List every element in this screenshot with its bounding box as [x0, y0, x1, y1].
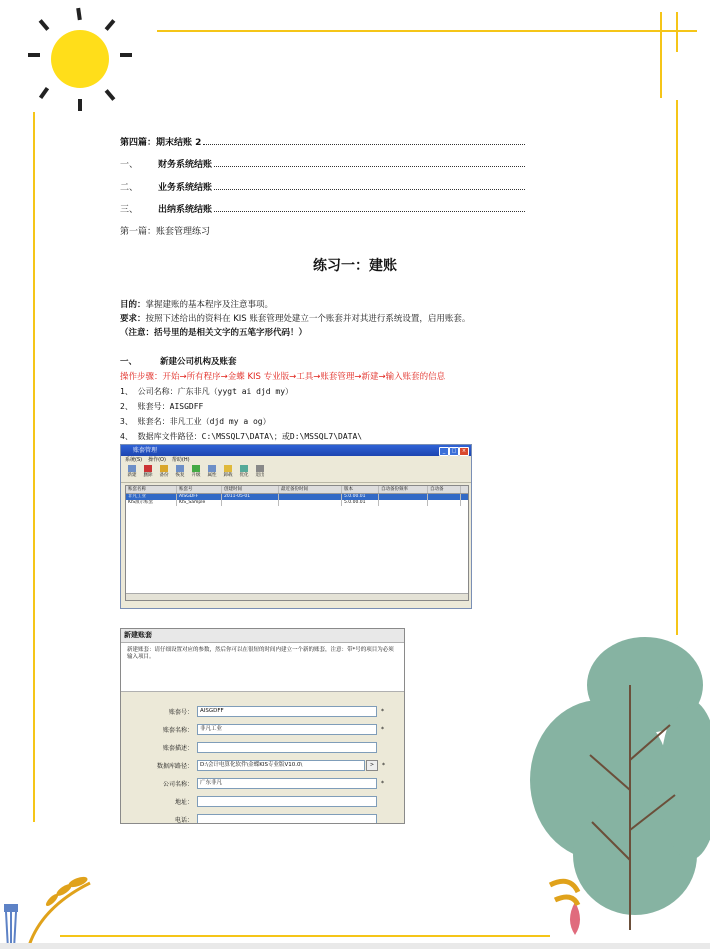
toc-leader [214, 166, 525, 167]
tool-exit-button[interactable] [253, 464, 267, 482]
exit-icon [256, 465, 264, 472]
window-menubar [121, 456, 471, 464]
tool-delete-button[interactable] [141, 464, 155, 482]
frame-line-top-right-v1 [660, 12, 662, 98]
objective-line [120, 298, 273, 310]
tool-upgrade-button[interactable] [189, 464, 203, 482]
requirement-label: 要求： [120, 314, 146, 324]
column-header[interactable]: 创建时间 [222, 486, 279, 493]
menu-operation[interactable]: 操作(O) [148, 457, 166, 463]
tool-restore-button[interactable] [173, 464, 187, 482]
field-phone [133, 813, 377, 824]
field-label: 电话： [174, 816, 193, 824]
required-star: * [382, 761, 385, 769]
tree-illustration [530, 630, 710, 949]
column-header[interactable]: 账套名称 [126, 486, 177, 493]
list-item: 2、 账套号：AISGDFF [120, 402, 204, 411]
menu-system[interactable]: 系统(S) [125, 457, 143, 463]
toc-leader [214, 211, 525, 212]
section-number: 一、 [120, 357, 138, 367]
company-name-input[interactable]: 广东非凡 [197, 778, 377, 789]
table-cell [428, 500, 461, 506]
toc-row-1[interactable] [120, 134, 525, 148]
field-account-number [133, 705, 384, 717]
table-cell: 2011-05-01 [222, 494, 279, 500]
delete-icon [144, 465, 152, 472]
table-cell: AISGDFF [177, 494, 222, 500]
section-title: 新建公司机构及账套 [160, 357, 237, 367]
field-company-name [133, 777, 384, 789]
tool-label: 卸载 [223, 473, 233, 478]
window-toolbar [121, 464, 471, 483]
objective-label: 目的： [120, 300, 146, 310]
new-account-dialog [120, 628, 405, 824]
toc-number: 一、 [120, 160, 139, 170]
field-account-name [133, 723, 384, 735]
wheat-illustration [0, 868, 100, 949]
tool-optimize-button[interactable] [237, 464, 251, 482]
table-cell: 5.0.00.01 [342, 500, 379, 506]
phone-input[interactable] [197, 814, 377, 825]
field-account-description [133, 741, 377, 753]
menu-help[interactable]: 帮助(H) [171, 457, 190, 463]
restore-icon [176, 465, 184, 472]
tool-label: 备份 [159, 473, 169, 478]
column-header[interactable]: 自动备 [428, 486, 461, 493]
list-item: 3、 账套名：非凡工业（djd my a og） [120, 417, 271, 426]
new-icon [128, 465, 136, 472]
field-label: 账套号： [168, 708, 193, 716]
account-list[interactable] [125, 485, 469, 601]
dialog-description: 新建账套：请仔细设置对应的参数，然后你可以在很短的时间内建立一个新的账套，注意：带*号的项目为必须输入项目。 [121, 643, 404, 692]
account-name-input[interactable]: 非凡工业 [197, 724, 377, 735]
table-cell: KIS_Sample [177, 500, 222, 506]
horizontal-scrollbar[interactable] [126, 593, 468, 600]
backup-icon [160, 465, 168, 472]
column-header[interactable]: 版本 [342, 486, 379, 493]
tool-backup-button[interactable] [157, 464, 171, 482]
tool-label: 恢复 [175, 473, 185, 478]
browse-button[interactable]: > [366, 760, 378, 771]
section-heading [120, 355, 237, 367]
note-line: （注意：括号里的是相关文字的五笔字形代码！） [120, 328, 308, 338]
steps-line: 操作步骤：开始→所有程序→金蝶 KIS 专业版→工具→账套管理→新建→输入账套的信息 [120, 372, 446, 382]
tool-label: 属性 [207, 473, 217, 478]
page-bottom-edge [0, 943, 710, 949]
toc-number: 三、 [120, 205, 139, 215]
frame-line-left [33, 112, 35, 822]
table-cell [279, 500, 342, 506]
toc-text: 财务系统结账 [158, 160, 213, 170]
required-star: * [381, 779, 384, 787]
toc-row-2[interactable] [120, 156, 525, 170]
toc-leader [214, 189, 525, 190]
minimize-button[interactable]: _ [439, 447, 449, 456]
field-label: 地址： [174, 798, 193, 806]
toc-text: 第四篇：期末结账 2 [120, 138, 202, 148]
field-label: 公司名称： [162, 780, 193, 788]
tool-label: 退出 [255, 473, 265, 478]
toc-row-4[interactable] [120, 201, 525, 215]
frame-line-top [157, 30, 697, 32]
requirement-line [120, 312, 470, 324]
requirement-text: 按照下述给出的资料在 KIS 账套管理处建立一个账套并对其进行系统设置，启用账套。 [145, 314, 471, 324]
frame-line-bottom [60, 935, 550, 937]
field-address [133, 795, 377, 807]
upgrade-icon [192, 465, 200, 472]
maximize-button[interactable]: □ [449, 447, 459, 456]
tool-label: 优化 [239, 473, 249, 478]
toc-number: 二、 [120, 183, 139, 193]
properties-icon [208, 465, 216, 472]
field-label: 账套描述： [162, 744, 193, 752]
column-header[interactable]: 账套号 [177, 486, 222, 493]
objective-text: 掌握建账的基本程序及注意事项。 [145, 300, 274, 310]
field-database-path [133, 759, 385, 771]
table-cell [222, 500, 279, 506]
sun-icon [20, 5, 140, 115]
account-manager-window [120, 444, 472, 609]
tool-label: 新建 [127, 473, 137, 478]
tool-label: 升级 [191, 473, 201, 478]
table-cell [379, 500, 428, 506]
table-row[interactable] [126, 500, 468, 506]
tool-properties-button[interactable] [205, 464, 219, 482]
toc-text: 业务系统结账 [158, 183, 213, 193]
required-star: * [381, 707, 384, 715]
account-list-header [126, 486, 468, 494]
window-titlebar [121, 445, 471, 456]
list-item: 4、 数据库文件路径：C:\MSSQL7\DATA\；或D:\MSSQL7\DATA\ [120, 432, 363, 441]
database-path-input[interactable]: D:\会计电算化软件\金蝶KIS专业版V10.0\ [197, 760, 365, 771]
account-description-input[interactable] [197, 742, 377, 753]
table-cell: 非凡工业 [126, 494, 177, 500]
column-header[interactable]: 自动备份频率 [379, 486, 428, 493]
account-number-input[interactable]: AISGDFF [197, 706, 377, 717]
close-button[interactable]: × [459, 447, 469, 456]
uninstall-icon [224, 465, 232, 472]
tool-uninstall-button[interactable] [221, 464, 235, 482]
part-heading: 第一篇：账套管理练习 [120, 227, 211, 237]
page-title: 练习一：建账 [313, 258, 397, 274]
field-label: 账套名称： [162, 726, 193, 734]
dialog-title: 新建账套 [121, 629, 404, 643]
tool-new-button[interactable] [125, 464, 139, 482]
table-cell: KIS演示账套 [126, 500, 177, 506]
tool-label: 删除 [143, 473, 153, 478]
required-star: * [381, 725, 384, 733]
frame-line-top-right-v2 [676, 12, 678, 52]
toc-text: 出纳系统结账 [158, 205, 213, 215]
column-header[interactable]: 最近备份时间 [279, 486, 342, 493]
frame-line-right [676, 100, 678, 635]
toc-row-3[interactable] [120, 179, 525, 193]
field-label: 数据库路径： [156, 762, 193, 770]
address-input[interactable] [197, 796, 377, 807]
toc-leader [203, 144, 525, 145]
optimize-icon [240, 465, 248, 472]
table-cell: 5.0.00.01 [342, 494, 379, 500]
window-title: 账套管理 [133, 447, 158, 454]
list-item: 1、 公司名称：广东非凡（yygt ai djd my） [120, 387, 294, 396]
